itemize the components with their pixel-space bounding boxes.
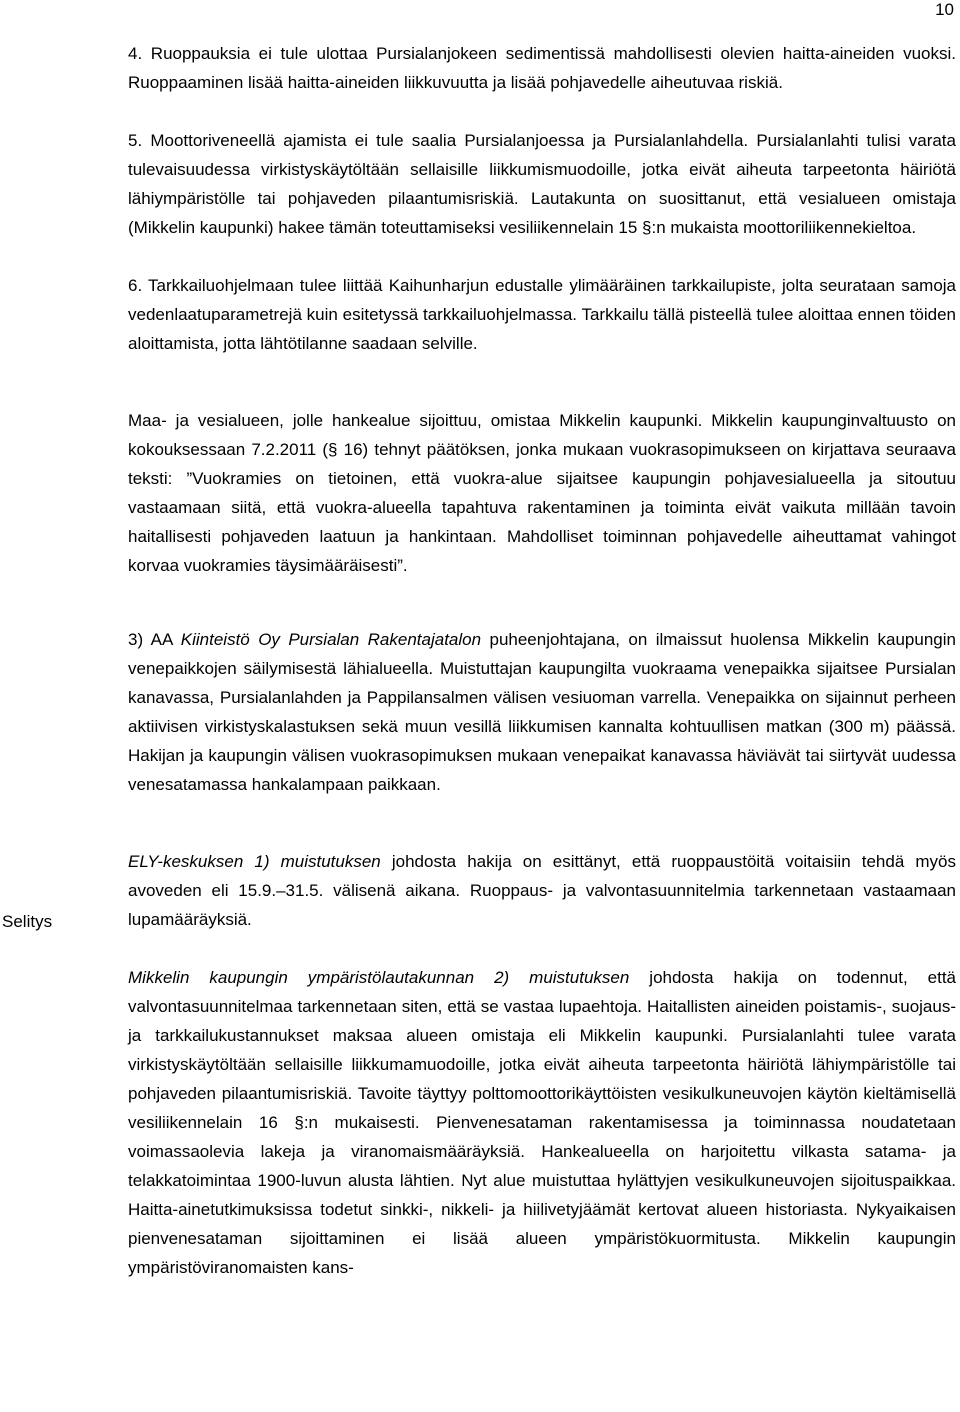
text-segment: puheenjohtajana, on ilmaissut huolensa Mikkelin kaupungin venepaikkojen säilymisestä lähialueella. Muistuttajan kaupungilta vuokraama venepaikka sijaitsee Pursialan kanavassa, Pursialanlahden ja Pappilansalmen välisen vesiuoman varrella. Venepaikka on sijainnut perheen aktiivisen virkistyskalastuksen sekä muun vesillä liikkumisen kannalta kohtuullisen matkan (300 m) päässä. Hakijan ja kaupungin välisen vuokrasopimuksen mukaan venepaikat kanavassa häviävät tai siirtyvät uudessa venesatamassa hankalampaan paikkaan.: [128, 630, 956, 794]
page-number: 10: [935, 0, 954, 19]
text-segment: johdosta hakija on esittänyt, että ruoppaustöitä voitaisiin tehdä myös avoveden eli 15.9.–31.5. välisenä aikana. Ruoppaus- ja valvontasuunnitelmia tarkennetaan vastaamaan lupamääräyksiä.: [128, 852, 956, 929]
section-label-selitys: Selitys: [2, 912, 53, 931]
text-segment: johdosta hakija on todennut, että valvontasuunnitelmaa tarkennetaan siten, että se vastaa lupaehtoja. Haitallisten aineiden poistamis-, suojaus- ja tarkkailukustannukset maksaa alueen omistaja eli Mikkelin kaupunki. Pursialanlahti tulee varata virkistyskäytöltään sellaisille liikkumamuodoille, jotka eivät aiheuta tarpeetonta häiriötä lähiympäristölle tai pohjaveden pilaantumisriskiä. Tavoite täyttyy polttomoottorikäyttöisten vesikulkuneuvojen käytön kieltämisellä vesiliikennelain 16 §:n mukaisesti. Pienvenesataman rakentamisessa ja toiminnassa noudatetaan voimassaolevia lakeja ja viranomaismääräyksiä. Hankealueella on harjoitettu vilkasta satama- ja telakkatoimintaa 1900-luvun alusta lähtien. Nyt alue muistuttaa hylättyjen vesikulkuneuvojen sijoituspaikkaa. Haitta-ainetutkimuksissa todetut sinkki-, nikkeli- ja hiilivetyjäämät kertovat alueen historiasta. Nykyaikaisen pienvenesataman sijoittaminen ei lisää alueen ympäristökuormitusta. Mikkelin kaupungin ympäristöviranomaisten kans-: [128, 968, 957, 1277]
paragraph-ownership: Maa- ja vesialueen, jolle hankealue sijoittuu, omistaa Mikkelin kaupunki. Mikkelin kaupunginvaltuusto on kokouksessaan 7.2.2011 (§ 16) tehnyt päätöksen, jonka mukaan vuokrasopimukseen on kirjattava seuraava teksti: ”Vuokramies on tietoinen, että vuokra-alue sijaitsee kaupungin pohjavesialueella ja sitoutuu vastaamaan siitä, että vuokra-alueella tapahtuva rakentaminen ja toiminta eivät vaikuta millään tavoin haitallisesti pohjaveden laatuun ja hankintaan. Mahdolliset toiminnan pohjavedelle aiheuttamat vahingot korvaa vuokramies täysimääräisesti”.: [128, 411, 956, 575]
text-segment: 3) AA: [128, 630, 181, 649]
italic-company-name: Kiinteistö Oy Pursialan Rakentajatalon: [180, 630, 482, 649]
paragraph-environment-board-response: [128, 963, 956, 1282]
paragraph-item-4: 4. Ruoppauksia ei tule ulottaa Pursialanjokeen sedimentissä mahdollisesti olevien haitta-aineiden vuoksi. Ruoppaaminen lisää haitta-aineiden liikkuvuutta ja lisää pohjavedelle aiheutuvaa riskiä.: [128, 44, 956, 92]
paragraph-item-5: 5. Moottoriveneellä ajamista ei tule saalia Pursialanjoessa ja Pursialanlahdella. Pursialanlahti tulisi varata tulevaisuudessa virkistyskäytöltään sellaisille liikkumismuodoille, jotka eivät aiheuta tarpeetonta häiriötä lähiympäristölle tai pohjaveden pilaantumisriskiä. Lautakunta on suosittanut, että vesialueen omistaja (Mikkelin kaupunki) hakee tämän toteuttamiseksi vesiliikennelain 15 §:n mukaista moottoriliikennekieltoa.: [128, 131, 956, 237]
paragraph-ely-response: [128, 847, 956, 934]
paragraph-item-6: 6. Tarkkailuohjelmaan tulee liittää Kaihunharjun edustalle ylimääräinen tarkkailupiste, jolta seurataan samoja vedenlaatuparametrejä kuin esitetyssä tarkkailuohjelmassa. Tarkkailu tällä pisteellä tulee aloittaa ennen töiden aloittamista, jotta lähtötilanne saadaan selville.: [128, 276, 956, 353]
paragraph-objection-3: [128, 625, 956, 799]
italic-reference: ELY-keskuksen 1) muistutuksen: [128, 852, 381, 871]
italic-reference: Mikkelin kaupungin ympäristölautakunnan 2) muistutuksen: [128, 968, 630, 987]
document-body: [128, 39, 956, 1296]
